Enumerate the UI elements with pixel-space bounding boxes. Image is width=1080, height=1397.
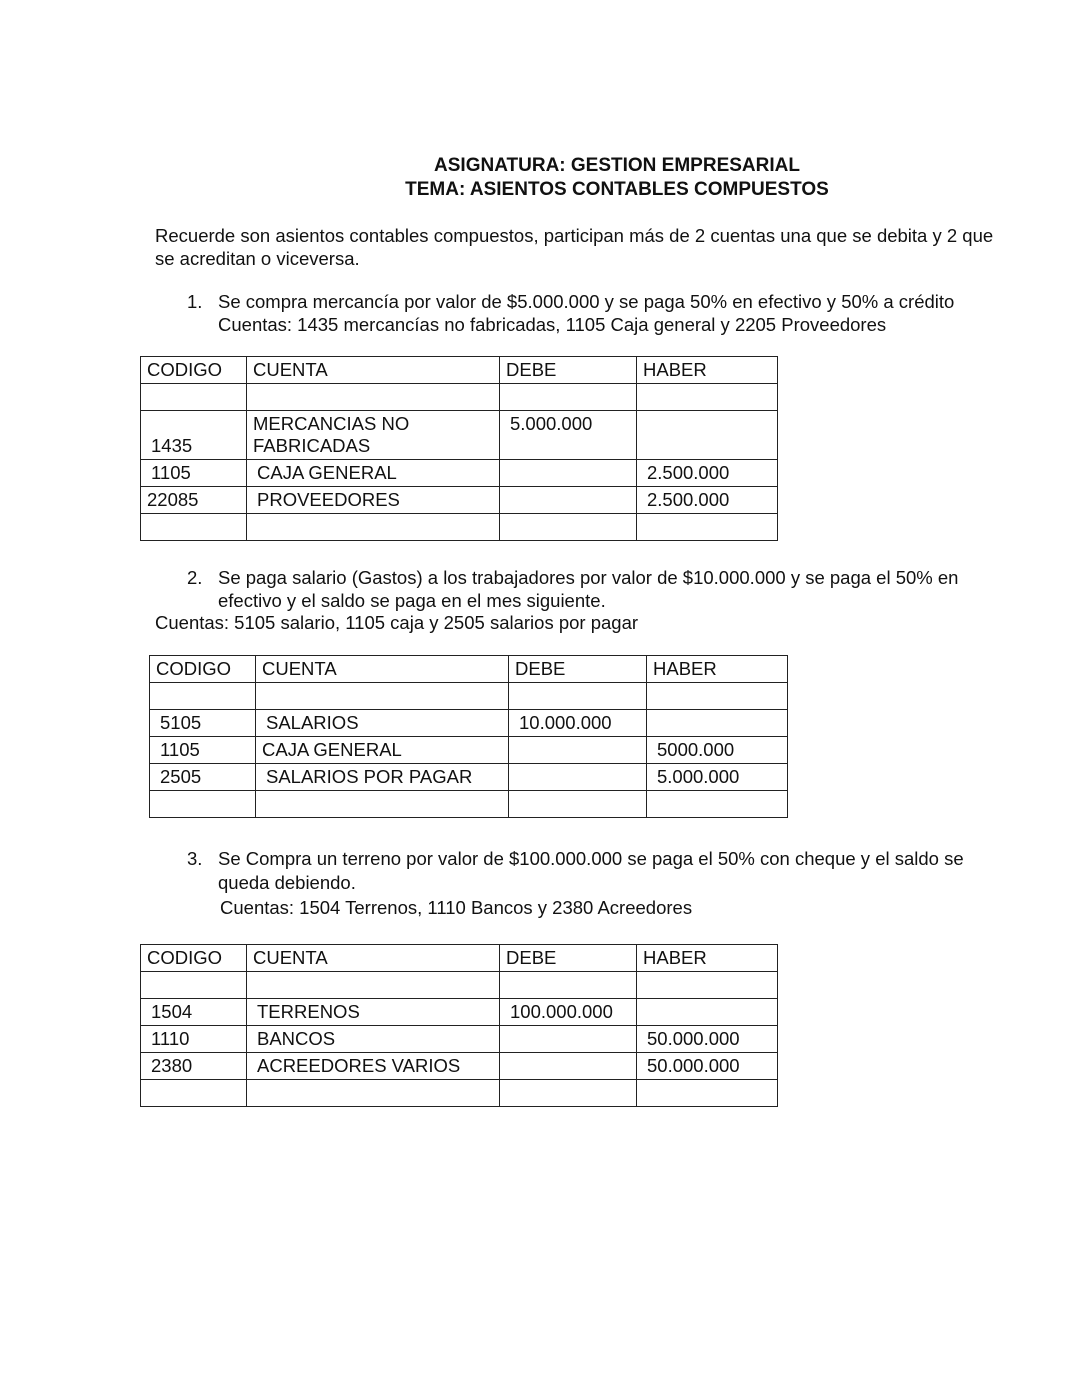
header-codigo: CODIGO bbox=[150, 656, 256, 683]
header-cuenta: CUENTA bbox=[256, 656, 509, 683]
cell-haber bbox=[637, 1080, 778, 1107]
table-row bbox=[150, 737, 788, 764]
exercise-3-accounts: Cuentas: 1504 Terrenos, 1110 Bancos y 2380 Acreedores bbox=[220, 897, 693, 918]
cell-debe bbox=[500, 384, 637, 411]
header-haber: HABER bbox=[637, 945, 778, 972]
exercise-3-number: 3. bbox=[187, 848, 203, 869]
cell-haber: 50.000.000 bbox=[637, 1026, 778, 1053]
cell-codigo: 1435 bbox=[141, 411, 247, 460]
table-row bbox=[141, 999, 778, 1026]
topic-title: TEMA: ASIENTOS CONTABLES COMPUESTOS bbox=[405, 179, 829, 200]
cell-haber: 5000.000 bbox=[647, 737, 788, 764]
exercise-2-number: 2. bbox=[187, 567, 203, 588]
cell-debe bbox=[500, 1026, 637, 1053]
cell-debe bbox=[500, 1053, 637, 1080]
exercise-2-accounts: Cuentas: 5105 salario, 1105 caja y 2505 salarios por pagar bbox=[155, 612, 639, 633]
cell-cuenta bbox=[247, 384, 500, 411]
header-debe: DEBE bbox=[509, 656, 647, 683]
table-row bbox=[141, 460, 778, 487]
cell-codigo: 22085 bbox=[141, 487, 247, 514]
cell-haber: 2.500.000 bbox=[637, 487, 778, 514]
table-row bbox=[141, 487, 778, 514]
exercise-3-statement-line2: queda debiendo. bbox=[218, 872, 356, 893]
cell-haber: 2.500.000 bbox=[637, 460, 778, 487]
table-row bbox=[141, 972, 778, 999]
cell-cuenta bbox=[256, 683, 509, 710]
cell-cuenta: CAJA GENERAL bbox=[256, 737, 509, 764]
cell-haber bbox=[637, 972, 778, 999]
ledger-table-1 bbox=[140, 356, 778, 541]
cell-cuenta: TERRENOS bbox=[247, 999, 500, 1026]
cell-haber bbox=[647, 683, 788, 710]
cell-cuenta: CAJA GENERAL bbox=[247, 460, 500, 487]
cell-debe: 100.000.000 bbox=[500, 999, 637, 1026]
cell-codigo: 1105 bbox=[141, 460, 247, 487]
exercise-1-statement: Se compra mercancía por valor de $5.000.000 y se paga 50% en efectivo y 50% a crédito bbox=[218, 291, 955, 312]
header-cuenta: CUENTA bbox=[247, 945, 500, 972]
ledger-table-3 bbox=[140, 944, 778, 1107]
table-row bbox=[150, 764, 788, 791]
table-row bbox=[150, 791, 788, 818]
cell-codigo: 2505 bbox=[150, 764, 256, 791]
table-header-row bbox=[150, 656, 788, 683]
header-haber: HABER bbox=[647, 656, 788, 683]
cell-codigo bbox=[141, 514, 247, 541]
table-row bbox=[141, 1080, 778, 1107]
table-row bbox=[141, 384, 778, 411]
exercise-1-number: 1. bbox=[187, 291, 203, 312]
ledger-table-2 bbox=[149, 655, 788, 818]
cell-cuenta: BANCOS bbox=[247, 1026, 500, 1053]
cell-cuenta bbox=[256, 791, 509, 818]
cell-codigo bbox=[150, 683, 256, 710]
cell-cuenta bbox=[247, 1080, 500, 1107]
cell-cuenta: SALARIOS bbox=[256, 710, 509, 737]
cell-haber bbox=[637, 514, 778, 541]
header-debe: DEBE bbox=[500, 357, 637, 384]
cell-debe: 5.000.000 bbox=[500, 411, 637, 460]
cell-codigo: 2380 bbox=[141, 1053, 247, 1080]
header-codigo: CODIGO bbox=[141, 945, 247, 972]
cell-haber bbox=[647, 791, 788, 818]
cell-codigo bbox=[141, 1080, 247, 1107]
table-row bbox=[141, 411, 778, 460]
cell-cuenta: ACREEDORES VARIOS bbox=[247, 1053, 500, 1080]
cell-debe: 10.000.000 bbox=[509, 710, 647, 737]
header-haber: HABER bbox=[637, 357, 778, 384]
cell-debe bbox=[500, 460, 637, 487]
cell-haber: 5.000.000 bbox=[647, 764, 788, 791]
cell-debe bbox=[500, 487, 637, 514]
table-row bbox=[150, 710, 788, 737]
cell-cuenta: MERCANCIAS NO FABRICADAS bbox=[247, 411, 500, 460]
cell-codigo bbox=[141, 972, 247, 999]
header-cuenta: CUENTA bbox=[247, 357, 500, 384]
exercise-3-statement-line1: Se Compra un terreno por valor de $100.000.000 se paga el 50% con cheque y el saldo se bbox=[218, 848, 964, 869]
cell-cuenta: PROVEEDORES bbox=[247, 487, 500, 514]
cell-debe bbox=[509, 683, 647, 710]
cell-haber bbox=[647, 710, 788, 737]
table-header-row bbox=[141, 357, 778, 384]
cell-cuenta: SALARIOS POR PAGAR bbox=[256, 764, 509, 791]
cell-codigo: 5105 bbox=[150, 710, 256, 737]
cell-debe bbox=[500, 514, 637, 541]
cell-debe bbox=[509, 764, 647, 791]
header-debe: DEBE bbox=[500, 945, 637, 972]
subject-title: ASIGNATURA: GESTION EMPRESARIAL bbox=[434, 155, 800, 176]
table-row bbox=[141, 514, 778, 541]
cell-codigo bbox=[150, 791, 256, 818]
cell-codigo bbox=[141, 384, 247, 411]
table-row bbox=[150, 683, 788, 710]
exercise-2-statement-line2: efectivo y el saldo se paga en el mes siguiente. bbox=[218, 590, 606, 611]
cell-debe bbox=[500, 1080, 637, 1107]
cell-cuenta bbox=[247, 972, 500, 999]
cell-codigo: 1110 bbox=[141, 1026, 247, 1053]
cell-haber bbox=[637, 384, 778, 411]
table-row bbox=[141, 1026, 778, 1053]
cell-cuenta bbox=[247, 514, 500, 541]
exercise-1-accounts: Cuentas: 1435 mercancías no fabricadas, 1105 Caja general y 2205 Proveedores bbox=[218, 314, 887, 335]
exercise-2-statement-line1: Se paga salario (Gastos) a los trabajadores por valor de $10.000.000 y se paga el 50% en bbox=[218, 567, 959, 588]
cell-haber: 50.000.000 bbox=[637, 1053, 778, 1080]
cell-debe bbox=[509, 737, 647, 764]
cell-debe bbox=[500, 972, 637, 999]
intro-paragraph: Recuerde son asientos contables compuestos, participan más de 2 cuentas una que se debita y 2 que se acreditan o viceversa. bbox=[155, 225, 994, 269]
cell-codigo: 1504 bbox=[141, 999, 247, 1026]
cell-debe bbox=[509, 791, 647, 818]
cell-codigo: 1105 bbox=[150, 737, 256, 764]
cell-haber bbox=[637, 999, 778, 1026]
header-codigo: CODIGO bbox=[141, 357, 247, 384]
table-header-row bbox=[141, 945, 778, 972]
table-row bbox=[141, 1053, 778, 1080]
cell-haber bbox=[637, 411, 778, 460]
